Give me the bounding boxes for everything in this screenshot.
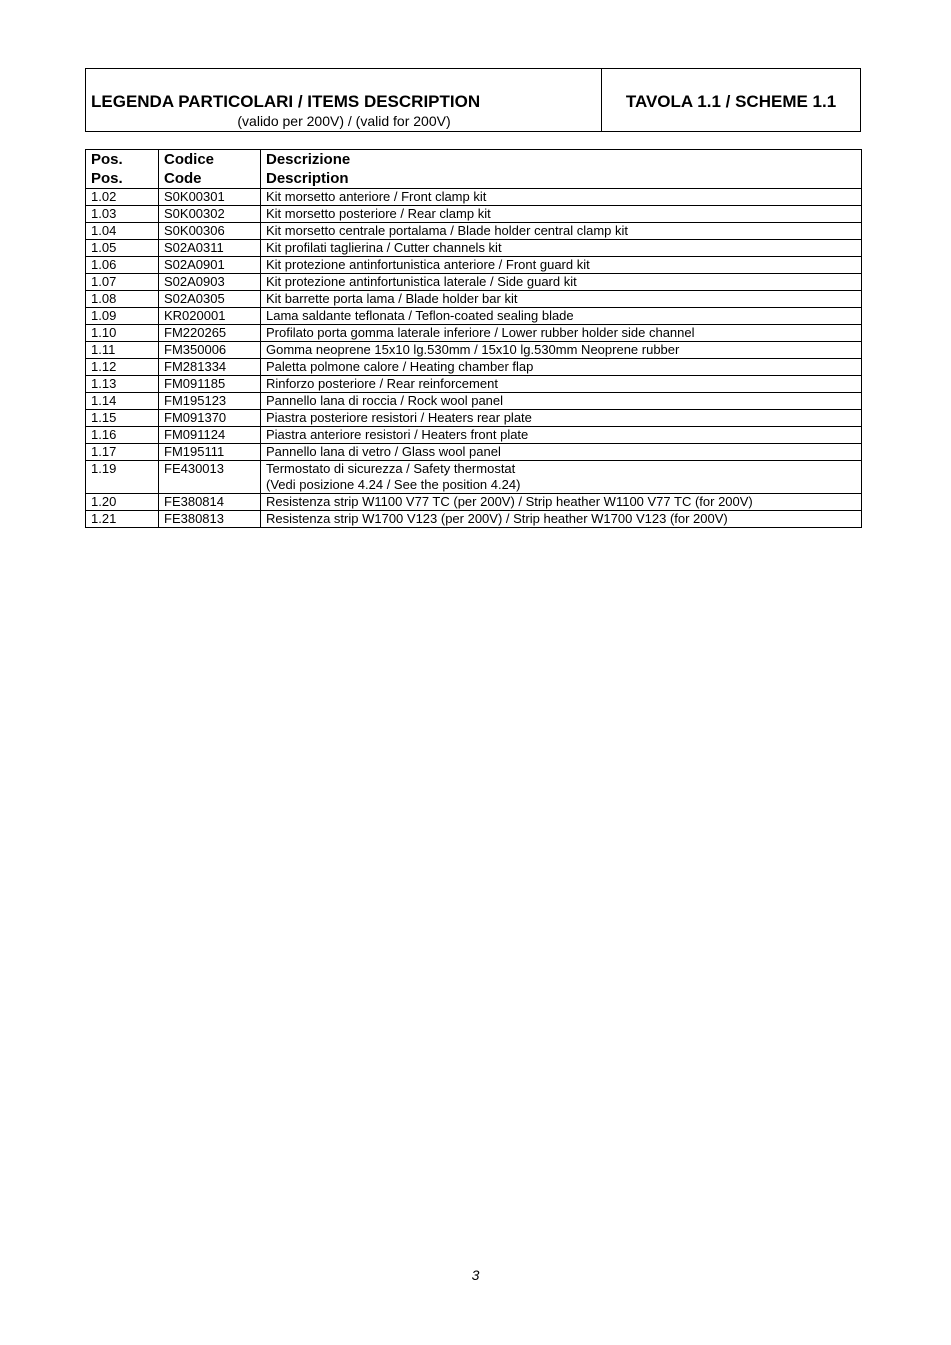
cell-pos-text: 1.10 — [91, 325, 117, 340]
cell-description — [261, 393, 862, 410]
cell-pos — [86, 274, 159, 291]
cell-pos-text: 1.15 — [91, 410, 117, 425]
column-header-code-it: Codice — [164, 151, 215, 168]
cell-pos — [86, 240, 159, 257]
cell-description — [261, 325, 862, 342]
table-row — [86, 240, 862, 257]
cell-description-text: Paletta polmone calore / Heating chamber flap — [266, 359, 534, 374]
cell-description — [261, 376, 862, 393]
cell-code — [159, 291, 261, 308]
cell-code-text: FE430013 — [164, 461, 224, 476]
cell-code-text: S02A0311 — [164, 240, 224, 255]
cell-code — [159, 461, 261, 494]
cell-code — [159, 494, 261, 511]
cell-pos — [86, 291, 159, 308]
cell-pos-text: 1.21 — [91, 511, 117, 526]
cell-pos — [86, 325, 159, 342]
column-header-description-en: Description — [266, 170, 349, 187]
cell-code-text: S02A0903 — [164, 274, 225, 289]
header-title-cell — [86, 69, 602, 131]
cell-code-text: S02A0901 — [164, 257, 225, 272]
cell-code-text: FM091185 — [164, 376, 226, 391]
cell-description — [261, 494, 862, 511]
cell-pos-text: 1.11 — [91, 342, 116, 357]
cell-description-text: Kit morsetto posteriore / Rear clamp kit — [266, 206, 491, 221]
cell-code — [159, 342, 261, 359]
cell-code — [159, 223, 261, 240]
cell-description-text: Resistenza strip W1100 V77 TC (per 200V) / Strip heather W1100 V77 TC (for 200V) — [266, 494, 753, 509]
table-row — [86, 393, 862, 410]
cell-code — [159, 410, 261, 427]
cell-description-text: Gomma neoprene 15x10 lg.530mm / 15x10 lg.530mm Neoprene rubber — [266, 342, 680, 357]
table-row — [86, 291, 862, 308]
cell-description-text: Kit morsetto centrale portalama / Blade holder central clamp kit — [266, 223, 629, 238]
cell-code — [159, 511, 261, 528]
items-table — [85, 149, 862, 528]
cell-description — [261, 223, 862, 240]
cell-code-text: FM350006 — [164, 342, 227, 357]
cell-pos — [86, 410, 159, 427]
column-header-code — [159, 150, 261, 189]
table-row — [86, 257, 862, 274]
table-header-row — [86, 150, 862, 189]
cell-code-text: S0K00301 — [164, 189, 225, 204]
table-row — [86, 444, 862, 461]
cell-pos-text: 1.12 — [91, 359, 117, 374]
cell-code — [159, 444, 261, 461]
cell-description-text: Pannello lana di roccia / Rock wool panel — [266, 393, 504, 408]
cell-pos-text: 1.16 — [91, 427, 117, 442]
document-title: LEGENDA PARTICOLARI / ITEMS DESCRIPTION — [91, 92, 481, 111]
cell-description — [261, 274, 862, 291]
table-row — [86, 427, 862, 444]
cell-code-text: S02A0305 — [164, 291, 225, 306]
table-row — [86, 206, 862, 223]
cell-description — [261, 308, 862, 325]
cell-pos — [86, 257, 159, 274]
table-row — [86, 494, 862, 511]
cell-pos — [86, 427, 159, 444]
cell-code-text: FE380813 — [164, 511, 224, 526]
cell-code-text: FM091370 — [164, 410, 227, 425]
cell-description-text: Piastra posteriore resistori / Heaters rear plate — [266, 410, 532, 425]
cell-pos — [86, 444, 159, 461]
column-header-pos-en: Pos. — [91, 170, 123, 187]
cell-description — [261, 359, 862, 376]
cell-pos — [86, 189, 159, 206]
cell-description — [261, 511, 862, 528]
column-header-description — [261, 150, 862, 189]
cell-code — [159, 376, 261, 393]
cell-code — [159, 206, 261, 223]
cell-code-text: KR020001 — [164, 308, 226, 323]
cell-code — [159, 325, 261, 342]
cell-code-text: FM195123 — [164, 393, 227, 408]
cell-pos-text: 1.20 — [91, 494, 117, 509]
cell-pos-text: 1.02 — [91, 189, 117, 204]
cell-description — [261, 410, 862, 427]
cell-code — [159, 257, 261, 274]
cell-pos — [86, 393, 159, 410]
table-row — [86, 325, 862, 342]
cell-code-text: S0K00302 — [164, 206, 225, 221]
cell-description — [261, 206, 862, 223]
cell-description — [261, 189, 862, 206]
cell-code — [159, 359, 261, 376]
cell-pos — [86, 376, 159, 393]
cell-pos — [86, 342, 159, 359]
cell-code-text: FM091124 — [164, 427, 226, 442]
cell-code-text: FM195111 — [164, 444, 225, 459]
scheme-label: TAVOLA 1.1 / SCHEME 1.1 — [625, 92, 837, 111]
cell-description-text: Kit profilati taglierina / Cutter channels kit — [266, 240, 502, 255]
cell-description-text: Rinforzo posteriore / Rear reinforcement — [266, 376, 498, 391]
cell-description-text: Pannello lana di vetro / Glass wool panel — [266, 444, 501, 459]
cell-pos-text: 1.05 — [91, 240, 117, 255]
cell-description — [261, 291, 862, 308]
items-table-body — [86, 189, 862, 528]
cell-pos — [86, 308, 159, 325]
cell-pos-text: 1.04 — [91, 223, 117, 238]
column-header-description-it: Descrizione — [266, 151, 351, 168]
table-row — [86, 376, 862, 393]
cell-pos — [86, 511, 159, 528]
cell-description-text: Resistenza strip W1700 V123 (per 200V) / Strip heather W1700 V123 (for 200V) — [266, 511, 728, 526]
table-row — [86, 342, 862, 359]
cell-code-text: FM281334 — [164, 359, 227, 374]
cell-code — [159, 393, 261, 410]
cell-description — [261, 427, 862, 444]
cell-pos-text: 1.09 — [91, 308, 117, 323]
cell-code — [159, 427, 261, 444]
table-row — [86, 189, 862, 206]
cell-pos-text: 1.13 — [91, 376, 117, 391]
table-row — [86, 223, 862, 240]
cell-pos-text: 1.08 — [91, 291, 117, 306]
cell-description — [261, 444, 862, 461]
table-row — [86, 359, 862, 376]
table-row — [86, 308, 862, 325]
cell-pos — [86, 359, 159, 376]
page-number: 3 — [471, 1267, 480, 1283]
column-header-pos-it: Pos. — [91, 151, 123, 168]
cell-code — [159, 308, 261, 325]
column-header-code-en: Code — [164, 170, 202, 187]
table-row — [86, 461, 862, 494]
cell-description-text: Kit barrette porta lama / Blade holder bar kit — [266, 291, 518, 306]
cell-pos-text: 1.17 — [91, 444, 117, 459]
cell-description — [261, 240, 862, 257]
cell-description-text: Kit morsetto anteriore / Front clamp kit — [266, 189, 487, 204]
cell-description-text: Kit protezione antinfortunistica laterale / Side guard kit — [266, 274, 577, 289]
cell-pos — [86, 461, 159, 494]
cell-description-text: Piastra anteriore resistori / Heaters front plate — [266, 427, 529, 442]
cell-description — [261, 257, 862, 274]
header-scheme-cell — [602, 69, 860, 131]
cell-description — [261, 342, 862, 359]
cell-pos-text: 1.19 — [91, 461, 117, 476]
cell-description — [261, 461, 862, 494]
cell-code-text: FE380814 — [164, 494, 224, 509]
table-row — [86, 511, 862, 528]
cell-description-text: Kit protezione antinfortunistica anteriore / Front guard kit — [266, 257, 590, 272]
cell-description-text: Profilato porta gomma laterale inferiore / Lower rubber holder side channel — [266, 325, 695, 340]
table-row — [86, 274, 862, 291]
document-header — [85, 68, 861, 132]
cell-code-text: FM220265 — [164, 325, 227, 340]
document-subtitle: (valido per 200V) / (valid for 200V) — [237, 113, 451, 129]
cell-code — [159, 274, 261, 291]
cell-description-text: Lama saldante teflonata / Teflon-coated sealing blade — [266, 308, 574, 323]
cell-pos-text: 1.03 — [91, 206, 117, 221]
cell-pos — [86, 494, 159, 511]
cell-pos-text: 1.14 — [91, 393, 117, 408]
table-row — [86, 410, 862, 427]
cell-description-note: (Vedi posizione 4.24 / See the position 4.24) — [266, 477, 521, 492]
cell-code — [159, 240, 261, 257]
column-header-pos — [86, 150, 159, 189]
cell-pos-text: 1.07 — [91, 274, 117, 289]
cell-pos — [86, 206, 159, 223]
cell-description-text: Termostato di sicurezza / Safety thermostat — [266, 461, 516, 476]
cell-code — [159, 189, 261, 206]
cell-code-text: S0K00306 — [164, 223, 225, 238]
cell-pos — [86, 223, 159, 240]
cell-pos-text: 1.06 — [91, 257, 117, 272]
